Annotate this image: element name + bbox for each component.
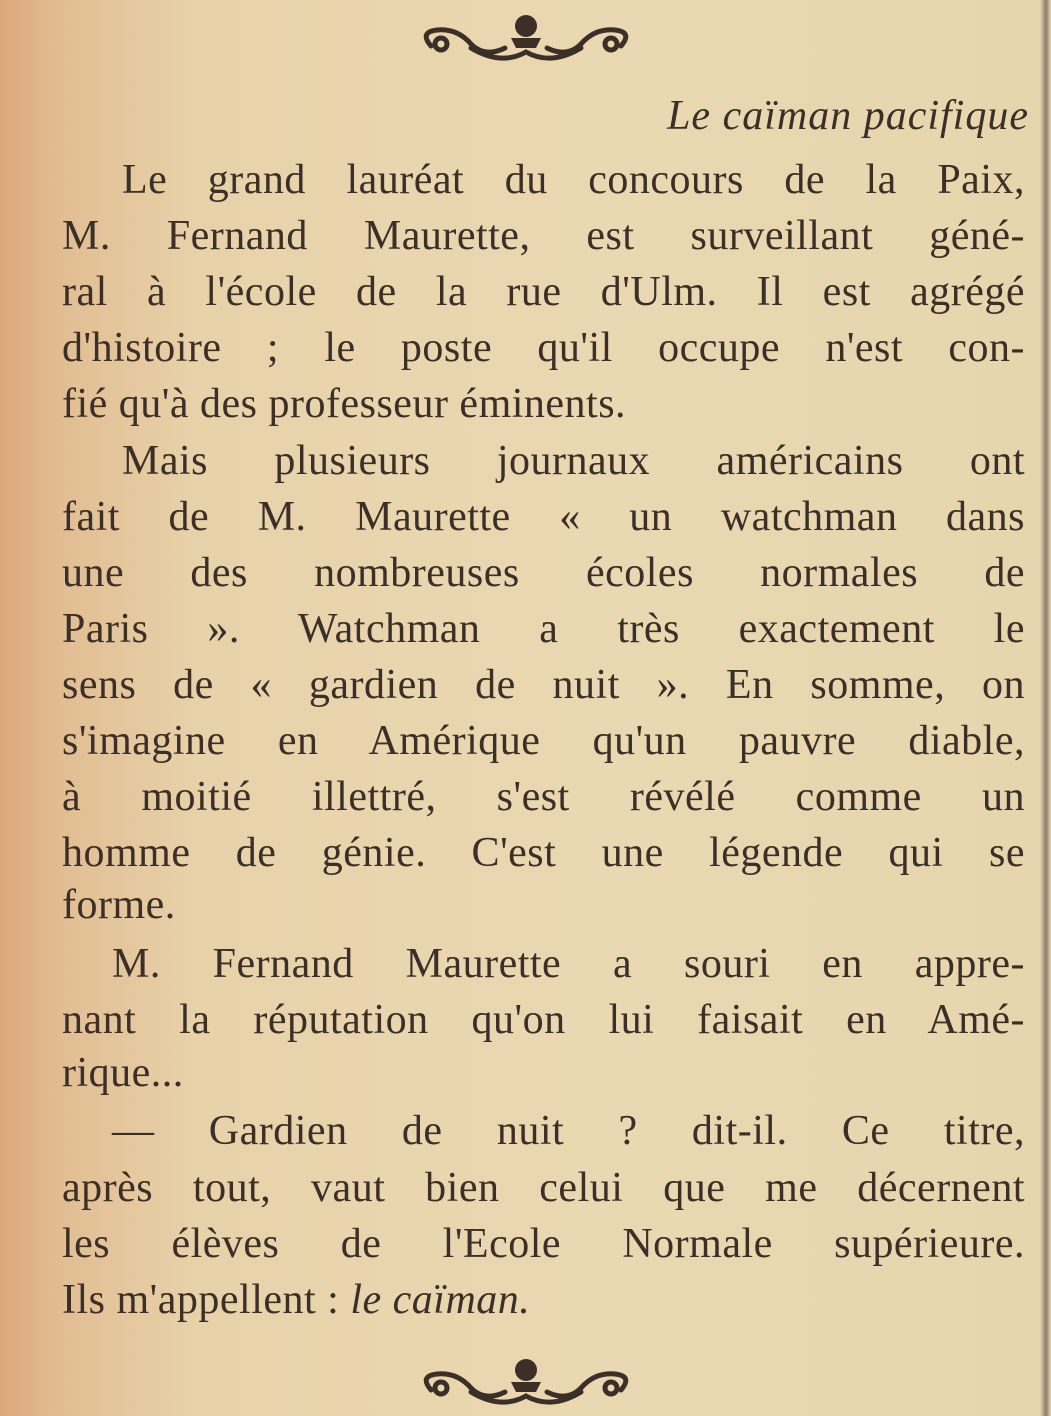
text-line: ral à l'école de la rue d'Ulm. Il est agrégé: [62, 269, 1025, 315]
text-line: les élèves de l'Ecole Normale supérieure.: [62, 1221, 1025, 1267]
text-line: nant la réputation qu'on lui faisait en Amé-: [62, 997, 1025, 1043]
text-line: fié qu'à des professeur éminents.: [62, 381, 627, 427]
text-line: fait de M. Maurette « un watchman dans: [62, 494, 1025, 540]
bottom-ornament: [0, 1352, 1051, 1416]
final-line-italic: le caïman.: [350, 1277, 531, 1323]
text-line: d'histoire ; le poste qu'il occupe n'est con-: [62, 325, 1025, 371]
top-ornament: [0, 8, 1051, 72]
text-line: forme.: [62, 882, 176, 928]
final-line-text: Ils m'appellent :: [62, 1277, 351, 1323]
article-title: Le caïman pacifique: [667, 93, 1029, 139]
text-line: Paris ». Watchman a très exactement le: [62, 606, 1025, 652]
text-line: M. Fernand Maurette a souri en appre-: [112, 941, 1025, 987]
text-line: Le grand lauréat du concours de la Paix,: [122, 157, 1025, 203]
text-line: sens de « gardien de nuit ». En somme, on: [62, 662, 1025, 708]
text-line: Mais plusieurs journaux américains ont: [122, 438, 1025, 484]
text-line: à moitié illettré, s'est révélé comme un: [62, 774, 1025, 820]
text-line: s'imagine en Amérique qu'un pauvre diable,: [62, 718, 1025, 764]
text-line: après tout, vaut bien celui que me décernent: [62, 1165, 1025, 1211]
text-line: rique...: [62, 1050, 184, 1096]
text-line: — Gardien de nuit ? dit-il. Ce titre,: [112, 1108, 1025, 1154]
flourish-icon: [411, 8, 641, 72]
final-line: [62, 1275, 1025, 1325]
flourish-icon: [411, 1352, 641, 1416]
text-line: M. Fernand Maurette, est surveillant géné-: [62, 213, 1025, 259]
text-line: une des nombreuses écoles normales de: [62, 550, 1025, 596]
text-line: homme de génie. C'est une légende qui se: [62, 830, 1025, 876]
